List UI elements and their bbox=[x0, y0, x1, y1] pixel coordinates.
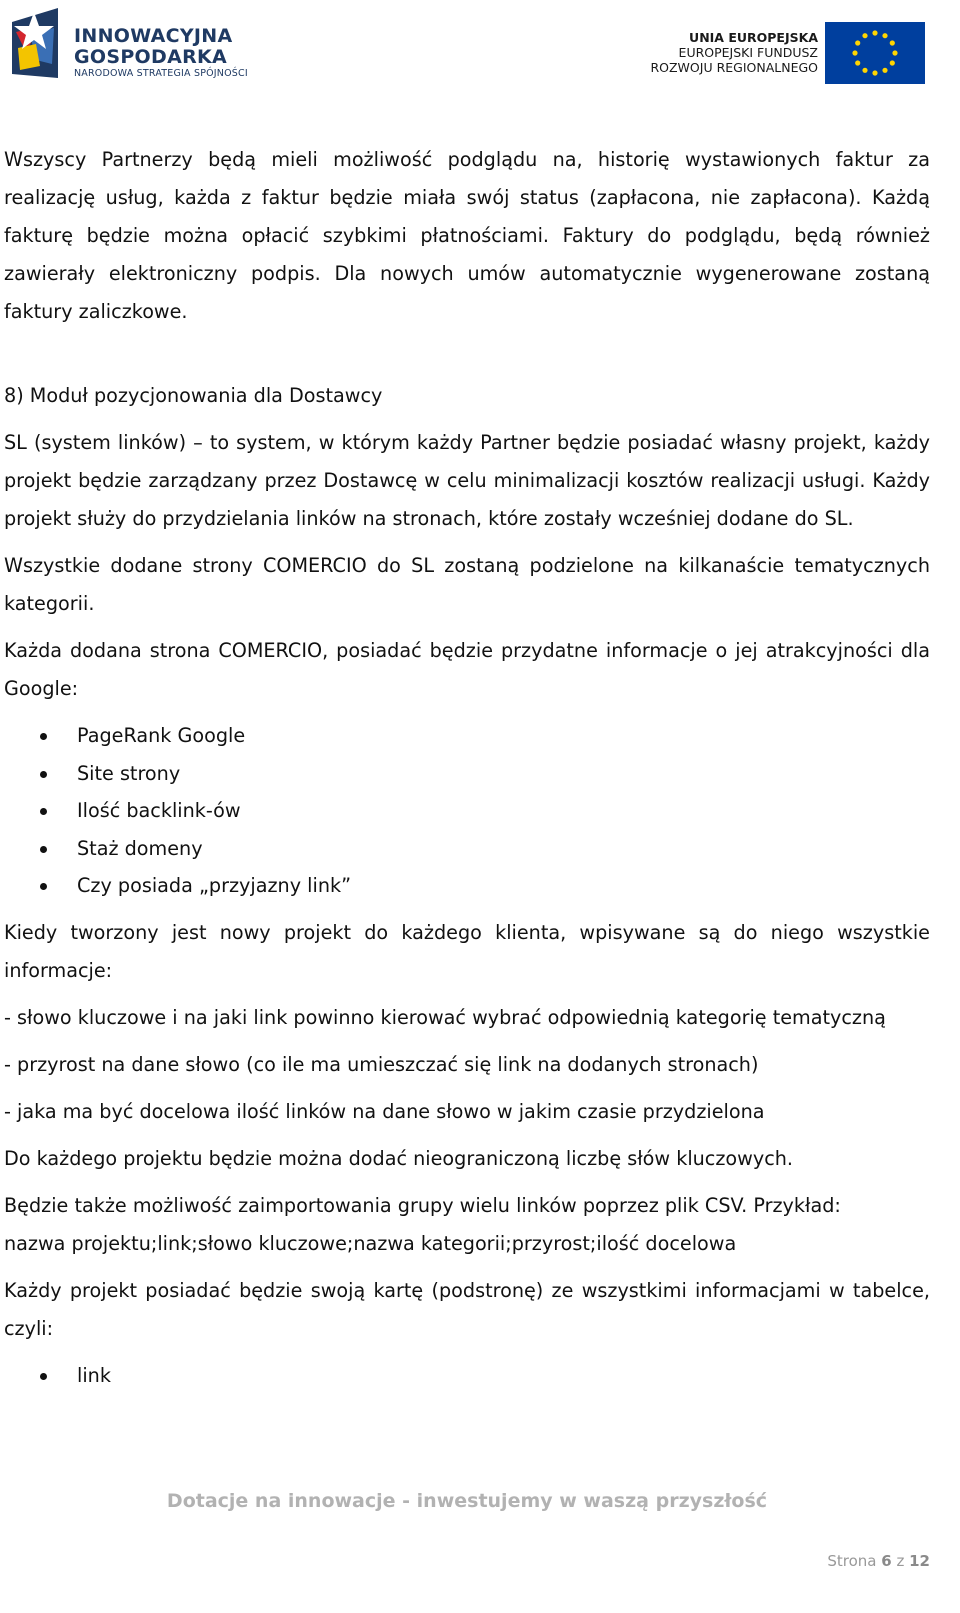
paragraph-invoices: Wszyscy Partnerzy będą mieli możliwość podglądu na, historię wystawionych faktur za realizację usług, każda z faktur będzie miała swój status (zapłacona, nie zapłacona). Każdą fakturę będzie można opłacić szybkimi płatnościami. Faktury do podglądu, będą również zawierały elektroniczny podpis. Dla nowych umów automatycznie wygenerowane zostaną faktury zaliczkowe. bbox=[4, 148, 930, 323]
document-body bbox=[4, 141, 930, 1403]
star-emblem-icon bbox=[6, 4, 66, 84]
list-item: Staż domeny bbox=[4, 830, 930, 868]
paragraph-growth: - przyrost na dane słowo (co ile ma umieszczać się link na dodanych stronach) bbox=[4, 1052, 759, 1076]
page-header bbox=[0, 0, 960, 100]
page-number: Strona 6 z 12 bbox=[827, 1552, 930, 1570]
paragraph-unlimited-keywords: Do każdego projektu będzie można dodać nieograniczoną liczbę słów kluczowych. bbox=[4, 1146, 794, 1170]
bullet-icon bbox=[40, 733, 47, 740]
paragraph-categories: Wszystkie dodane strony COMERCIO do SL zostaną podzielone na kilkanaście tematycznych kategorii. bbox=[4, 554, 930, 615]
eu-logo-text: UNIA EUROPEJSKA EUROPEJSKI FUNDUSZ ROZWOJU REGIONALNEGO bbox=[650, 30, 818, 75]
bullet-list-google-metrics bbox=[4, 717, 930, 905]
bullet-icon bbox=[40, 846, 47, 853]
paragraph-project-card: Każdy projekt posiadać będzie swoją kartę (podstronę) ze wszystkimi informacjami w tabelce, czyli: bbox=[4, 1278, 930, 1340]
paragraph-google-attractiveness: Każda dodana strona COMERCIO, posiadać będzie przydatne informacje o jej atrakcyjności dla Google: bbox=[4, 639, 930, 700]
bullet-icon bbox=[40, 1373, 47, 1380]
bullet-list-table-columns bbox=[4, 1357, 930, 1395]
paragraph-csv-import: Będzie także możliwość zaimportowania grupy wielu linków poprzez plik CSV. Przykład: nazwa projektu;link;słowo kluczowe;nazwa kategorii;przyrost;ilość docelowa bbox=[4, 1193, 841, 1255]
logo-subtitle: NARODOWA STRATEGIA SPÓJNOŚCI bbox=[74, 68, 248, 79]
bullet-icon bbox=[40, 883, 47, 890]
bullet-icon bbox=[40, 771, 47, 778]
paragraph-keyword: - słowo kluczowe i na jaki link powinno kierować wybrać odpowiednią kategorię tematyczną bbox=[4, 1005, 886, 1029]
list-item: Czy posiada „przyjazny link” bbox=[4, 867, 930, 905]
section-heading: 8) Moduł pozycjonowania dla Dostawcy bbox=[4, 384, 383, 407]
logo-title: INNOWACYJNA GOSPODARKA bbox=[74, 25, 233, 68]
eu-flag-icon bbox=[825, 22, 925, 84]
bullet-icon bbox=[40, 808, 47, 815]
innowacyjna-gospodarka-logo bbox=[6, 4, 256, 84]
footer-tagline: Dotacje na innowacje - inwestujemy w waszą przyszłość bbox=[166, 1490, 768, 1512]
paragraph-target-count: - jaka ma być docelowa ilość linków na dane słowo w jakim czasie przydzielona bbox=[4, 1099, 765, 1123]
list-item: Site strony bbox=[4, 755, 930, 793]
list-item: Ilość backlink-ów bbox=[4, 792, 930, 830]
list-item: PageRank Google bbox=[4, 717, 930, 755]
paragraph-new-project: Kiedy tworzony jest nowy projekt do każdego klienta, wpisywane są do niego wszystkie informacje: bbox=[4, 920, 930, 982]
list-item: link bbox=[4, 1357, 930, 1395]
paragraph-sl-description: SL (system linków) – to system, w którym każdy Partner będzie posiadać własny projekt, każdy projekt będzie zarządzany przez Dostawcę w celu minimalizacji kosztów realizacji usługi. Każdy projekt służy do przydzielania linków na stronach, które zostały wcześniej dodane do SL. bbox=[4, 431, 930, 530]
